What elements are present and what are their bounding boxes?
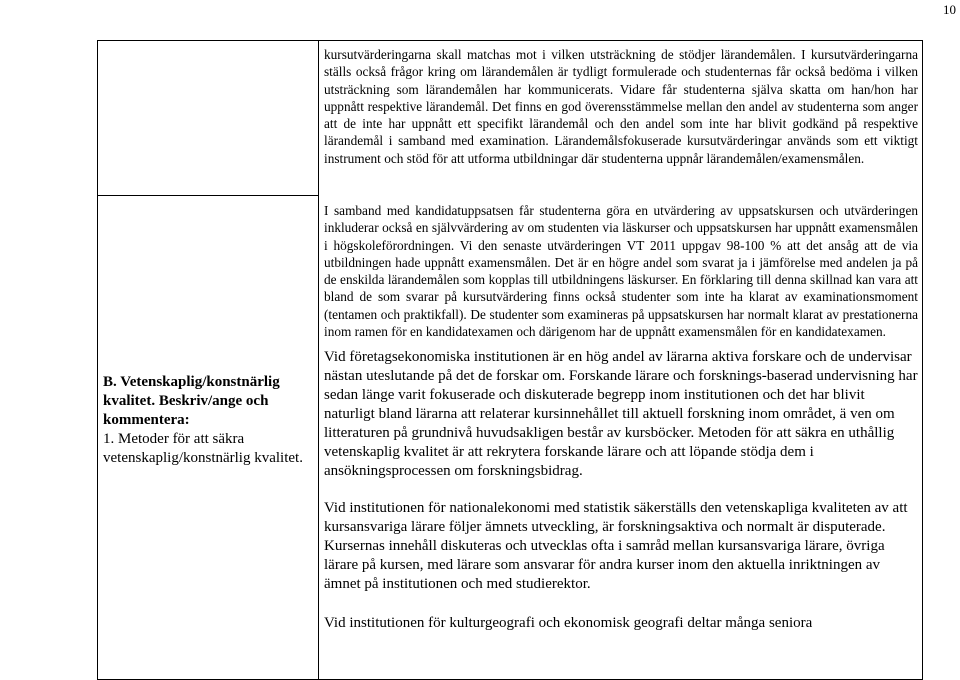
section-b-answer-cell [324, 202, 918, 651]
section-a-paragraph-1: kursutvärderingarna skall matchas mot i vilken utsträckning de stödjer lärandemålen. I kursutvärderingarna ställs också frågor kring om lärandemålen är tydligt formulerade och studenternas får också bedöma i vilken utsträckning som lärandemålen har kommunicerats. Vidare får studenterna själva skatta om han/hon har uppnått respektive lärandemål. Det finns en god överensstämmelse mellan den andel av studenterna som anger att de inte har uppnått ett specifikt lärandemål och den andel som inte har blivit godkänd på respektive lärandemål i samband med examination. Lärandemålsfokuserade kursutvärderingar används som ett viktigt instrument och stöd för att utforma utbildningar där studenterna uppnår lärandemålen/examensmålen. [324, 47, 918, 166]
section-a-paragraph-2: I samband med kandidatuppsatsen får studenterna göra en utvärdering av uppsatskursen och utvärderingen inkluderar också en självvärdering av om studenten via läskurser och uppsatskursen har uppnått examensmålen i högskoleförordningen. Vi den senaste utvärderingen VT 2011 uppgav 98-100 % att det ansåg att de via utbildningen hade uppnått examensmålen. Det är en högre andel som svarat ja i jämförelse med andelen ja på de enskilda lärandemålen som kopplas till utbildningens läskurser. En förklaring till denna skillnad kan vara att bland de som svarar på kursutvärdering finns också studenter som inte ha klarat av examinationsmoment (tentamen och praktikfall). De studenter som examineras på uppsatskursen har normalt klarat av prestationerna inom ramen för en kandidatexamen och därigenom har de uppnått examensmålen för en kandidatexamen. [324, 203, 918, 340]
row-divider [98, 195, 318, 196]
section-b-subitem: 1. Metoder för att säkra vetenskaplig/konstnärlig kvalitet. [103, 431, 303, 466]
column-divider [318, 41, 319, 679]
section-a-answer-cell [324, 46, 918, 175]
section-b-question-cell [103, 373, 315, 468]
section-b-paragraph-1: Vid företagsekonomiska institutionen är en hög andel av lärarna aktiva forskare och de undervisar nästan uteslutande på det de forskar om. Forskande lärare och forsknings-baserad undervisning har sedan länge varit fokuserade och diskuterade begrepp inom institutionen och det har blivit naturligt bland lärarna att relaterar kursinnehållet till aktuell forskning inom området, ä ven om litteraturen på grundnivå huvudsakligen består av kursböcker. Metoden för att säkra en uthållig vetenskaplig kvalitet är att rekrytera forskande lärare och att löpande stödja dem i ansökningsprocessen om forskningsbidrag. [324, 349, 918, 480]
section-b-heading: B. Vetenskaplig/konstnärlig kvalitet. Beskriv/ange och kommentera: [103, 374, 280, 428]
form-table [97, 40, 923, 680]
section-b-paragraph-3: Vid institutionen för kulturgeografi och ekonomisk geografi deltar många seniora [324, 615, 813, 632]
section-b-paragraph-2: Vid institutionen för nationalekonomi med statistik säkerställs den vetenskapliga kvaliteten av att kursansvariga lärare följer ämnets utveckling, är forskningsaktiva och normalt är disputerade. Kursernas innehåll diskuteras och utvecklas ofta i samråd mellan kursansvariga lärare, övriga lärare på kursen, med lärare som ansvarar för andra kurser inom den aktuella inriktningen av ämnet på institutionen och med studierektor. [324, 500, 908, 593]
page-number: 10 [943, 2, 956, 17]
